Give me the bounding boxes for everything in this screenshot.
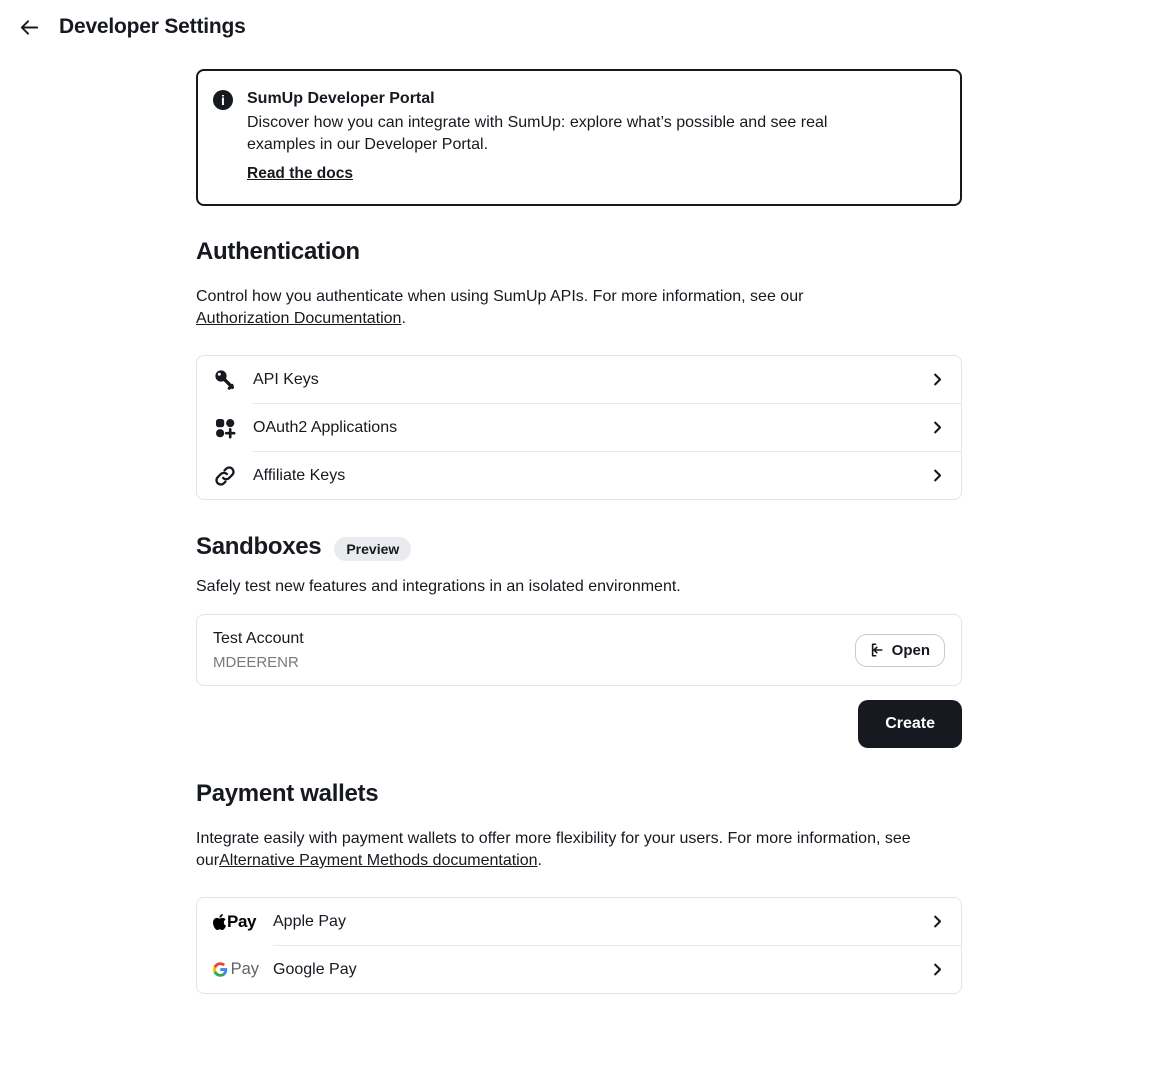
create-row bbox=[196, 700, 962, 748]
info-banner-body: Discover how you can integrate with SumUp: explore what’s possible and see real examples in our Developer Portal. bbox=[247, 114, 828, 153]
alternative-payment-methods-link[interactable]: Alternative Payment Methods documentation bbox=[219, 852, 538, 869]
list-item-label: API Keys bbox=[253, 370, 319, 388]
authentication-description bbox=[196, 286, 962, 330]
key-icon bbox=[213, 368, 237, 392]
link-icon bbox=[213, 464, 237, 488]
sandbox-account-name: Test Account bbox=[213, 629, 304, 647]
page-header bbox=[0, 0, 1162, 40]
apple-pay-wordmark: Pay bbox=[227, 911, 257, 931]
payment-wallets-list bbox=[196, 897, 962, 994]
open-button-label: Open bbox=[891, 641, 930, 659]
google-pay-wordmark: Pay bbox=[230, 960, 259, 978]
info-banner bbox=[196, 69, 962, 206]
google-pay-logo bbox=[213, 960, 259, 979]
authentication-heading: Authentication bbox=[196, 238, 360, 265]
info-icon: i bbox=[213, 90, 233, 110]
apple-pay-logo bbox=[213, 912, 259, 932]
list-item-apple-pay[interactable] bbox=[197, 898, 961, 945]
authentication-description-period: . bbox=[401, 310, 406, 327]
list-item-affiliate-keys[interactable] bbox=[197, 452, 961, 499]
payment-wallets-description bbox=[196, 828, 962, 872]
create-button[interactable]: Create bbox=[858, 700, 962, 748]
read-the-docs-link[interactable]: Read the docs bbox=[247, 165, 353, 182]
chevron-right-icon bbox=[930, 914, 945, 929]
payment-wallets-description-text: Integrate easily with payment wallets to offer more flexibility for your users. For more information, see our bbox=[196, 830, 911, 869]
list-item-oauth2-applications[interactable] bbox=[197, 404, 961, 451]
list-item-label: Affiliate Keys bbox=[253, 466, 346, 484]
preview-badge: Preview bbox=[334, 537, 411, 561]
open-button[interactable] bbox=[855, 634, 945, 667]
list-item-api-keys[interactable] bbox=[197, 356, 961, 403]
sandbox-account-info bbox=[213, 628, 304, 673]
sandboxes-description: Safely test new features and integrations in an isolated environment. bbox=[196, 578, 681, 595]
authentication-section bbox=[196, 238, 962, 500]
login-icon bbox=[868, 642, 884, 658]
apps-plus-icon bbox=[213, 416, 237, 440]
page-title: Developer Settings bbox=[59, 15, 246, 38]
list-item-label: OAuth2 Applications bbox=[253, 418, 398, 436]
list-item-label: Apple Pay bbox=[273, 912, 346, 930]
authorization-documentation-link[interactable]: Authorization Documentation bbox=[196, 310, 402, 327]
google-g-icon bbox=[213, 961, 228, 978]
chevron-right-icon bbox=[930, 420, 945, 435]
main-content bbox=[196, 69, 962, 1074]
payment-wallets-section bbox=[196, 780, 962, 994]
sandbox-account-card bbox=[196, 614, 962, 686]
sandboxes-section bbox=[196, 532, 962, 748]
chevron-right-icon bbox=[930, 962, 945, 977]
back-button[interactable] bbox=[16, 14, 42, 40]
list-item-label: Google Pay bbox=[273, 960, 357, 978]
sandboxes-heading-row bbox=[196, 532, 962, 561]
authentication-list bbox=[196, 355, 962, 500]
apple-icon bbox=[213, 914, 226, 930]
authentication-description-text: Control how you authenticate when using SumUp APIs. For more information, see our bbox=[196, 288, 804, 305]
list-item-google-pay[interactable] bbox=[197, 946, 961, 993]
chevron-right-icon bbox=[930, 468, 945, 483]
sandbox-account-code: MDEERENR bbox=[213, 653, 299, 671]
payment-wallets-description-period: . bbox=[537, 852, 542, 869]
info-banner-title: SumUp Developer Portal bbox=[247, 90, 435, 107]
arrow-left-icon bbox=[18, 16, 41, 39]
chevron-right-icon bbox=[930, 372, 945, 387]
payment-wallets-heading: Payment wallets bbox=[196, 780, 379, 807]
sandboxes-heading: Sandboxes bbox=[196, 532, 322, 560]
info-banner-text bbox=[247, 88, 847, 183]
